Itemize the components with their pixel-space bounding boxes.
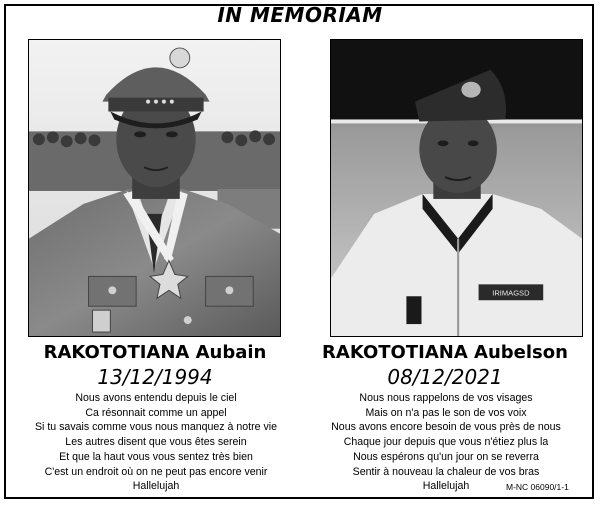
left-portrait-photo	[28, 39, 281, 337]
left-date: 13/12/1994	[97, 365, 213, 389]
poem-line: Hallelujah	[132, 480, 180, 493]
right-deceased-name: RAKOTOTIANA Aubelson	[322, 342, 568, 363]
right-poem	[296, 391, 596, 494]
poem-line: Chaque jour depuis que vous n'étiez plus la	[343, 436, 549, 449]
right-portrait-image	[331, 40, 582, 336]
name-tag-text: IRIMAGSD	[492, 288, 530, 298]
poem-line: Ca résonnait comme un appel	[85, 406, 227, 419]
poem-line: C'est un endroit où on ne peut pas encore venir	[44, 465, 268, 478]
poem-line: Nous espérons qu'un jour on se reverra	[353, 450, 539, 463]
header	[0, 0, 600, 28]
poem-line: Hallelujah	[422, 480, 470, 493]
right-date: 08/12/2021	[387, 365, 503, 389]
poem-line: Sentir à nouveau la chaleur de vos bras	[352, 465, 540, 478]
left-deceased-name: RAKOTOTIANA Aubain	[43, 342, 267, 363]
reference-code: M-NC 06090/1-1	[506, 482, 569, 492]
right-portrait-photo	[330, 39, 583, 337]
poem-line: Nous nous rappelons de vos visages	[359, 392, 533, 404]
poem-line: Et que la haut vous vous sentez très bien	[59, 450, 253, 463]
poem-line: Mais on n'a pas le son de vos voix	[365, 406, 527, 419]
poem-line: Les autres disent que vous êtes serein	[65, 436, 247, 449]
left-poem	[6, 391, 306, 494]
page-title: IN MEMORIAM	[217, 3, 383, 27]
poem-line: Nous avons encore besoin de vous près de nous	[331, 421, 561, 434]
left-portrait-image	[29, 40, 280, 336]
poem-line: Si tu savais comme vous nous manquez à notre vie	[34, 421, 277, 434]
poem-line: Nous avons entendu depuis le ciel	[75, 392, 237, 404]
